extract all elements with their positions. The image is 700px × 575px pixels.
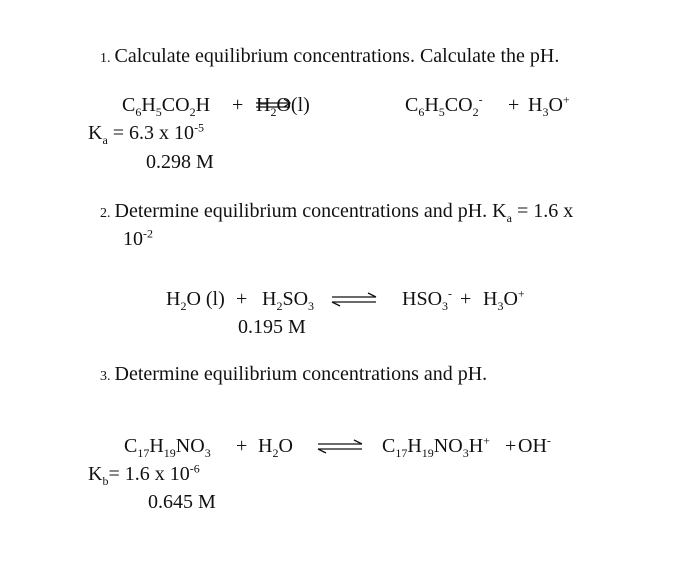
question-1-heading xyxy=(100,45,559,68)
question-3-number: 3. xyxy=(100,369,111,384)
question-3-heading xyxy=(100,363,487,386)
q3-reactant-base: $C_{17}H_{19}NO_3$ xyxy=(124,435,211,460)
q1-struck-water: $H_2O$ xyxy=(256,94,291,117)
question-2-number: 2. xyxy=(100,206,111,221)
q1-plus-2: + xyxy=(508,94,520,116)
q1-product-hydronium: $H_3O^+$ xyxy=(528,92,570,119)
q3-plus-1: + xyxy=(236,435,248,457)
q1-reactant-water: $H_2O$ (l) xyxy=(256,94,310,119)
equilibrium-arrow-icon xyxy=(330,290,378,310)
strikethrough-arrow-icon xyxy=(254,96,294,116)
q3-product-hydroxide: OH- xyxy=(518,433,551,457)
q1-reactant-acid: $C_6H_5CO_2H$ xyxy=(122,94,211,119)
q3-kb: $K_b= 1.6$ x $10^{-6}$ xyxy=(88,461,200,488)
equilibrium-arrow-icon xyxy=(316,437,364,457)
q1-plus-1: + xyxy=(232,94,244,116)
question-1-number: 1. xyxy=(100,51,111,66)
q2-plus-1: + xyxy=(236,288,248,310)
question-2-ka-exponent: $10^{-2}$ xyxy=(123,226,153,250)
q1-concentration: 0.298 M xyxy=(146,151,214,173)
q2-reactant-water: $H_2O$ (l) xyxy=(166,288,225,313)
q3-plus-2: + xyxy=(505,435,517,457)
question-1-text: Calculate equilibrium concentrations. Calculate the pH. xyxy=(114,45,560,67)
q3-product-conjugate-acid: $C_{17}H_{19}NO_3H^+$ xyxy=(382,433,490,460)
q2-concentration: 0.195 M xyxy=(238,316,306,338)
q1-ka: $K_a = 6.3$ x $10^{-5}$ xyxy=(88,120,205,147)
question-2-text: Determine equilibrium concentrations and pH. $K_a = 1.6$ x xyxy=(114,200,574,225)
q1-product-conjugate-base: $C_6H_5CO_2^-$ xyxy=(405,92,483,119)
q3-reactant-water: $H_2O$ xyxy=(258,435,293,460)
q3-concentration: 0.645 M xyxy=(148,491,216,513)
q2-product-bisulfite: $HSO_3^-$ xyxy=(402,286,453,313)
question-2-heading xyxy=(100,200,573,223)
q2-plus-2: + xyxy=(460,288,472,310)
q2-product-hydronium: $H_3O^+$ xyxy=(483,286,525,313)
q2-reactant-acid: $H_2SO_3$ xyxy=(262,288,315,313)
question-3-text: Determine equilibrium concentrations and pH. xyxy=(114,363,488,385)
